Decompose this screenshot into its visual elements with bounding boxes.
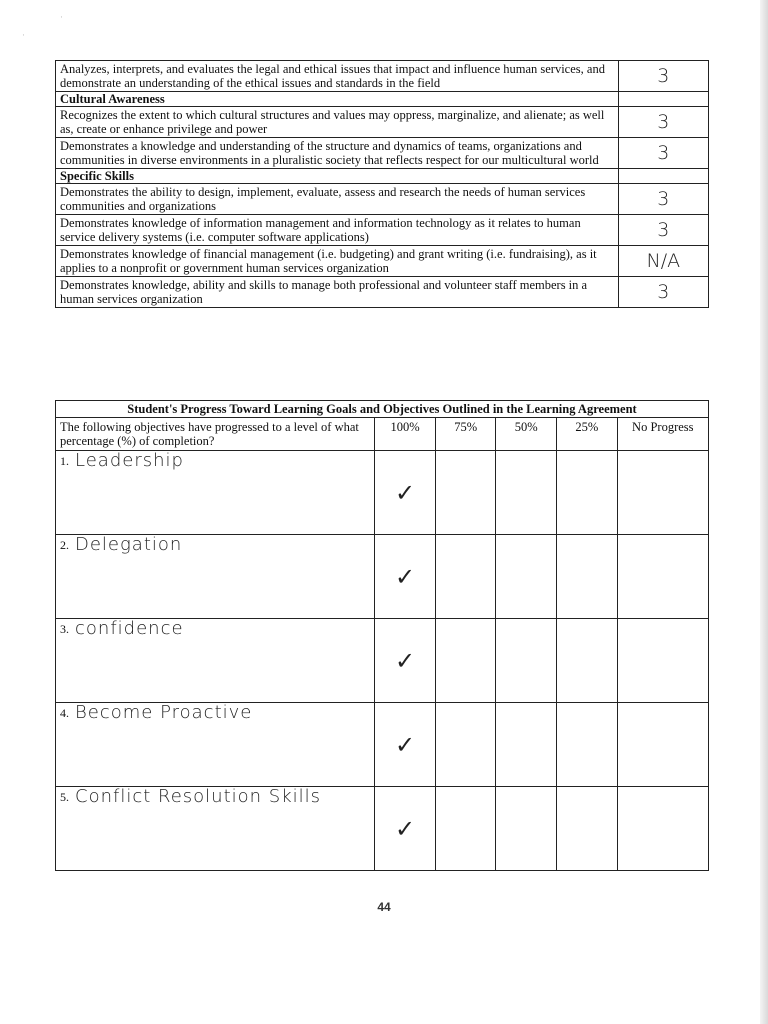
scan-speck: · (22, 30, 25, 40)
learning-progress-table (55, 400, 709, 871)
check-mark-icon: ✓ (375, 451, 436, 535)
column-100-percent: 100% (375, 418, 436, 451)
competency-description: Analyzes, interprets, and evaluates the legal and ethical issues that impact and influence human services, and demonstrate an understanding of the ethical issues and standards in the field (56, 61, 619, 92)
progress-cell-empty (557, 787, 618, 871)
progress-cell-empty (435, 703, 496, 787)
section-header-row (56, 92, 709, 107)
handwritten-score: 3 (618, 61, 708, 92)
competency-description: Demonstrates knowledge, ability and skills to manage both professional and volunteer staff members in a human services organization (56, 277, 619, 308)
handwritten-objective: Delegation (75, 534, 183, 556)
competency-row (56, 138, 709, 169)
progress-cell-empty (496, 703, 557, 787)
progress-cell-empty (557, 451, 618, 535)
handwritten-score: N/A (618, 246, 708, 277)
competency-description: Demonstrates a knowledge and understanding of the structure and dynamics of teams, organizations and communities in diverse environments in a pluralistic society that reflects respect for our multicultural world (56, 138, 619, 169)
objective-row (56, 619, 709, 703)
competency-description: Demonstrates knowledge of information management and information technology as it relates to human service delivery systems (i.e. computer software applications) (56, 215, 619, 246)
progress-cell-empty (617, 535, 708, 619)
competency-description: Demonstrates knowledge of financial management (i.e. budgeting) and grant writing (i.e. fundraising), as it applies to a nonprofit or government human services organization (56, 246, 619, 277)
handwritten-objective: confidence (75, 618, 184, 640)
scan-speck: · (60, 12, 63, 22)
handwritten-objective: Conflict Resolution Skills (75, 786, 322, 808)
objective-number: 1. (60, 454, 69, 469)
progress-cell-empty (496, 451, 557, 535)
progress-cell-empty (617, 451, 708, 535)
progress-cell-empty (617, 703, 708, 787)
check-mark-icon: ✓ (375, 787, 436, 871)
handwritten-objective: Leadership (75, 450, 184, 472)
competency-rating-table (55, 60, 709, 308)
handwritten-score: 3 (618, 215, 708, 246)
column-75-percent: 75% (435, 418, 496, 451)
progress-cell-empty (496, 535, 557, 619)
section-header-row (56, 169, 709, 184)
objective-row (56, 535, 709, 619)
competency-row (56, 107, 709, 138)
handwritten-score: 3 (618, 138, 708, 169)
progress-question: The following objectives have progressed to a level of what percentage (%) of completion? (56, 418, 375, 451)
progress-cell-empty (435, 787, 496, 871)
check-mark-icon: ✓ (375, 703, 436, 787)
objective-number: 3. (60, 622, 69, 637)
check-mark-icon: ✓ (375, 619, 436, 703)
objective-cell (56, 703, 375, 787)
objective-cell (56, 451, 375, 535)
objective-cell (56, 535, 375, 619)
progress-cell-empty (557, 703, 618, 787)
handwritten-score: 3 (618, 184, 708, 215)
column-no-progress: No Progress (617, 418, 708, 451)
scan-edge (760, 0, 768, 1024)
objective-row (56, 451, 709, 535)
competency-row (56, 184, 709, 215)
check-mark-icon: ✓ (375, 535, 436, 619)
page-number: 44 (377, 900, 391, 914)
objective-number: 5. (60, 790, 69, 805)
section-heading: Specific Skills (56, 169, 619, 184)
progress-cell-empty (435, 535, 496, 619)
progress-cell-empty (435, 451, 496, 535)
section-heading: Cultural Awareness (56, 92, 619, 107)
progress-cell-empty (617, 787, 708, 871)
progress-header-row (56, 418, 709, 451)
competency-description: Recognizes the extent to which cultural structures and values may oppress, marginalize, and alienate; as well as, create or enhance privilege and power (56, 107, 619, 138)
progress-cell-empty (557, 619, 618, 703)
handwritten-score: 3 (618, 277, 708, 308)
progress-cell-empty (617, 619, 708, 703)
column-50-percent: 50% (496, 418, 557, 451)
section-score-blank (618, 169, 708, 184)
objective-row (56, 787, 709, 871)
competency-row (56, 215, 709, 246)
progress-cell-empty (496, 619, 557, 703)
progress-cell-empty (435, 619, 496, 703)
handwritten-score: 3 (618, 107, 708, 138)
objective-cell (56, 787, 375, 871)
progress-title-row (56, 401, 709, 418)
progress-cell-empty (496, 787, 557, 871)
column-25-percent: 25% (557, 418, 618, 451)
objective-cell (56, 619, 375, 703)
handwritten-objective: Become Proactive (75, 702, 253, 724)
section-score-blank (618, 92, 708, 107)
objective-number: 2. (60, 538, 69, 553)
competency-description: Demonstrates the ability to design, implement, evaluate, assess and research the needs of human services communities and organizations (56, 184, 619, 215)
objective-row (56, 703, 709, 787)
progress-table-title: Student's Progress Toward Learning Goals and Objectives Outlined in the Learning Agreement (56, 401, 709, 418)
competency-row (56, 277, 709, 308)
progress-cell-empty (557, 535, 618, 619)
competency-row (56, 246, 709, 277)
objective-number: 4. (60, 706, 69, 721)
competency-row (56, 61, 709, 92)
